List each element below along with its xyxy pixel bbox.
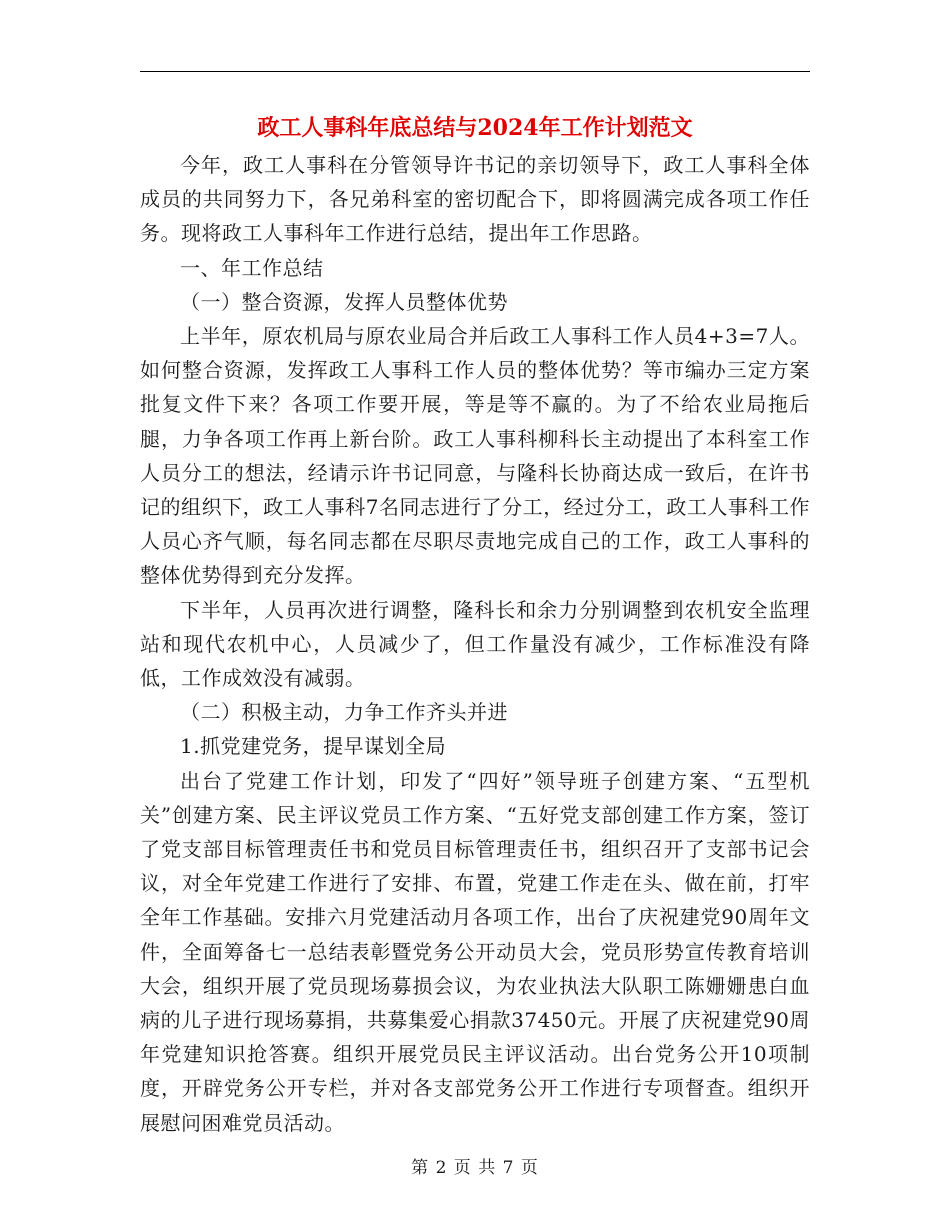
paragraph-second-half: 下半年，人员再次进行调整，隆科长和余力分别调整到农机安全监理站和现代农机中心，人员减少了，但工作量没有减少，工作标准没有降低，工作成效没有减弱。 bbox=[140, 597, 810, 691]
heading-item-1: 1.抓党建党务，提早谋划全局 bbox=[180, 734, 447, 759]
heading-section-1: 一、年工作总结 bbox=[180, 255, 324, 280]
header-rule bbox=[140, 71, 810, 72]
heading-subsection-2: （二）积极主动，力争工作齐头并进 bbox=[180, 700, 508, 725]
document-title: 政工人事科年底总结与2024年工作计划范文 bbox=[257, 115, 693, 141]
paragraph-intro: 今年，政工人事科在分管领导许书记的亲切领导下，政工人事科全体成员的共同努力下，各兄弟科室的密切配合下，即将圆满完成各项工作任务。现将政工人事科年工作进行总结，提出年工作思路。 bbox=[140, 153, 810, 246]
heading-subsection-1: （一）整合资源，发挥人员整体优势 bbox=[180, 289, 508, 314]
document-body bbox=[140, 148, 810, 1140]
paragraph-first-half: 上半年，原农机局与原农业局合并后政工人事科工作人员4+3=7人。如何整合资源，发挥政工人事科工作人员的整体优势？等市编办三定方案批复文件下来？各项工作要开展，等是等不赢的。为了不给农业局拖后腿，力争各项工作再上新台阶。政工人事科柳科长主动提出了本科室工作人员分工的想法，经请示许书记同意，与隆科长协商达成一致后，在许书记的组织下，政工人事科7名同志进行了分工，经过分工，政工人事科工作人员心齐气顺，每名同志都在尽职尽责地完成自己的工作，政工人事科的整体优势得到充分发挥。 bbox=[140, 324, 810, 588]
paragraph-party-building: 出台了党建工作计划，印发了“四好”领导班子创建方案、“五型机关”创建方案、民主评议党员工作方案、“五好党支部创建工作方案，签订了党支部目标管理责任书和党员目标管理责任书，组织召开了支部书记会议，对全年党建工作进行了安排、布置，党建工作走在头、做在前，打牢全年工作基础。安排六月党建活动月各项工作，出台了庆祝建党90周年文件，全面筹备七一总结表彰暨党务公开动员大会，党员形势宣传教育培训大会，组织开展了党员现场募损会议，为农业执法大队职工陈姗姗患白血病的儿子进行现场募捐，共募集爱心捐款37450元。开展了庆祝建党90周年党建知识抢答赛。组织开展党员民主评议活动。出台党务公开10项制度，开辟党务公开专栏，并对各支部党务公开工作进行专项督查。组织开展慰问困难党员活动。 bbox=[140, 768, 810, 1135]
page-number: 第 2 页 共 7 页 bbox=[411, 1158, 539, 1178]
